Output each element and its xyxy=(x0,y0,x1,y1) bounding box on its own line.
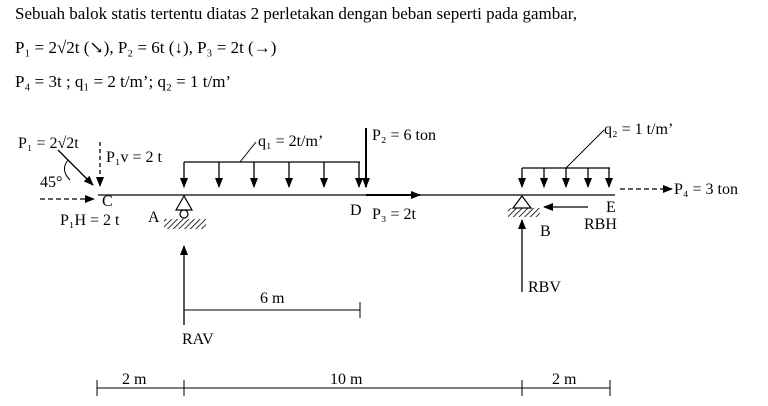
p2-label: P₂ = 6 ton xyxy=(372,127,436,144)
point-c-label: C xyxy=(102,193,113,210)
q2-leader xyxy=(566,130,604,168)
p1-label: P₁ = 2√2t xyxy=(18,135,79,152)
rav-label: RAV xyxy=(182,331,214,348)
angle-label: 45° xyxy=(40,174,63,191)
p1v-label: P₁v = 2 t xyxy=(106,149,162,166)
rbv-label: RBV xyxy=(528,279,561,296)
problem-line-2: P₁ = 2√2t (↘), P₂ = 6t (↓), P₃ = 2t (→) xyxy=(15,38,277,57)
p1h-label: P₁H = 2 t xyxy=(60,212,120,229)
problem-line-3: P₄ = 3t ; q₁ = 2 t/m’; q₂ = 1 t/m’ xyxy=(15,72,232,91)
problem-line-1: Sebuah balok statis tertentu diatas 2 perletakan dengan beban seperti pada gambar, xyxy=(15,4,578,23)
dim-2m-left-label: 2 m xyxy=(122,371,147,388)
angle-arc xyxy=(64,160,70,180)
support-a-ground xyxy=(164,219,206,229)
q2-label: q₂ = 1 t/m’ xyxy=(604,121,674,138)
support-a-roller xyxy=(180,210,188,218)
p3-label: P₃ = 2t xyxy=(372,206,416,223)
support-b-ground xyxy=(508,208,540,217)
rbh-label: RBH xyxy=(584,216,617,233)
point-b-label: B xyxy=(540,223,551,240)
dim-10m-label: 10 m xyxy=(330,371,363,388)
dim-6m-label: 6 m xyxy=(260,290,285,307)
point-a-label: A xyxy=(148,209,160,226)
p4-label: P₄ = 3 ton xyxy=(674,181,738,198)
point-e-label: E xyxy=(606,199,616,216)
q2-arrows xyxy=(522,168,609,187)
q1-arrows xyxy=(184,162,359,187)
p1-arrow xyxy=(58,150,93,185)
q1-label: q₁ = 2t/m’ xyxy=(258,133,324,150)
support-a-triangle xyxy=(176,196,192,210)
dim-2m-right-label: 2 m xyxy=(552,371,577,388)
q1-leader xyxy=(240,142,256,162)
support-b-triangle xyxy=(513,196,531,208)
point-d-label: D xyxy=(350,202,362,219)
